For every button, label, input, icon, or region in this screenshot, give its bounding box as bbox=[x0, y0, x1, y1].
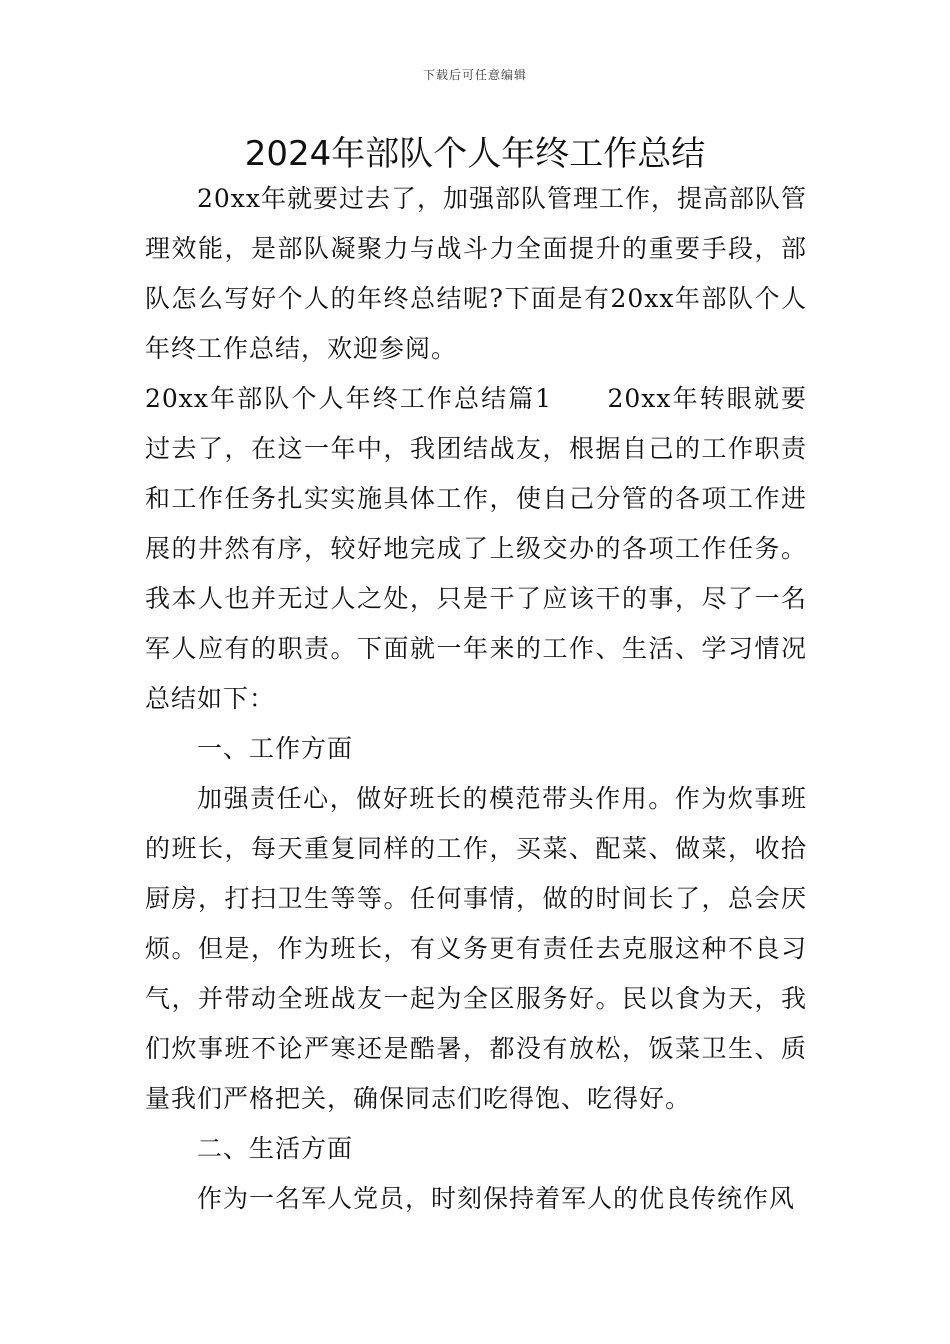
paragraph-article-1: 20xx年部队个人年终工作总结篇1 20xx年转眼就要过去了，在这一年中，我团结战友，根据自己的工作职责和工作任务扎实实施具体工作，使自己分管的各项工作进展的井然有序，较好地完成了上级交办的各项工作任务。我本人也并无过人之处，只是干了应该干的事，尽了一名军人应有的职责。下面就一年来的工作、生活、学习情况总结如下： bbox=[145, 384, 807, 713]
header-note: 下载后可任意编辑 bbox=[422, 68, 527, 82]
section-heading-work: 一、工作方面 bbox=[197, 734, 354, 763]
paragraph-work: 加强责任心，做好班长的模范带头作用。作为炊事班的班长，每天重复同样的工作，买菜、配菜、做菜，收拾厨房，打扫卫生等等。任何事情，做的时间长了，总会厌烦。但是，作为班长，有义务更有责任去克服这种不良习气，并带动全班战友一起为全区服务好。民以食为天，我们炊事班不论严寒还是酷暑，都没有放松，饭菜卫生、质量我们严格把关，确保同志们吃得饱、吃得好。 bbox=[145, 784, 807, 1113]
paragraph-life: 作为一名军人党员，时刻保持着军人的优良传统作风 bbox=[197, 1184, 796, 1213]
paragraph-intro: 20xx年就要过去了，加强部队管理工作，提高部队管理效能，是部队凝聚力与战斗力全面提升的重要手段，部队怎么写好个人的年终总结呢?下面是有20xx年部队个人年终工作总结，欢迎参阅。 bbox=[145, 184, 808, 363]
section-heading-life: 二、生活方面 bbox=[197, 1134, 354, 1163]
document-title: 2024年部队个人年终工作总结 bbox=[244, 134, 706, 174]
document-body bbox=[145, 174, 807, 1224]
